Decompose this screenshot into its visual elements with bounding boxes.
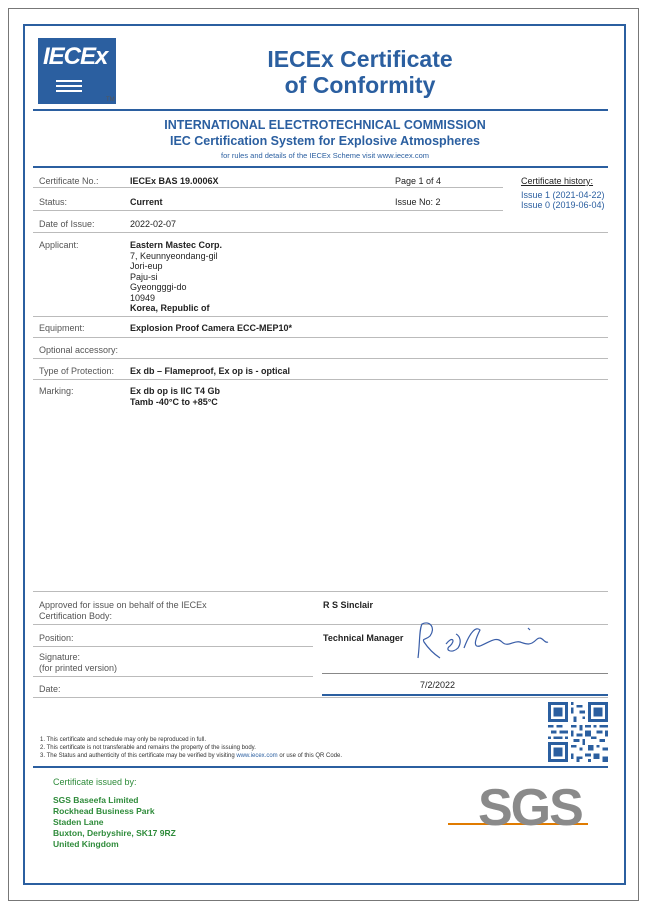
row-divider (33, 676, 313, 677)
date-of-issue-label: Date of Issue: (39, 219, 95, 229)
status-label: Status: (39, 197, 68, 207)
equipment-value: Explosion Proof Camera ECC-MEP10* (130, 323, 293, 333)
row-divider (33, 591, 608, 592)
commission-divider (33, 166, 608, 168)
marking-label: Marking: (39, 386, 74, 396)
applicant-label: Applicant: (39, 240, 79, 250)
position-label: Position: (39, 633, 74, 643)
date-label: Date: (39, 684, 61, 694)
approved-label-line-1: Approved for issue on behalf of the IECEx (39, 600, 207, 610)
commission-line-3: for rules and details of the IECEx Scheme visit www.iecex.com (220, 151, 429, 160)
signature-image (410, 618, 560, 662)
applicant-address-line: Paju-si (130, 271, 158, 282)
note-3 (40, 752, 342, 760)
position-value: Technical Manager (323, 633, 404, 643)
issue-number: Issue No: 2 (395, 197, 441, 207)
issuer-line: Rockhead Business Park (53, 806, 155, 816)
trademark-mark: TM (106, 97, 115, 103)
status-value: Current (130, 197, 163, 207)
certificate-history-label: Certificate history: (521, 176, 594, 186)
row-divider (33, 316, 608, 317)
certificate-title (250, 46, 470, 98)
row-divider (33, 337, 608, 338)
applicant-address-line: Jori-eup (130, 261, 163, 271)
marking-line-1: Ex db op is IIC T4 Gb (130, 386, 221, 396)
issuer-line: SGS Baseefa Limited (53, 795, 139, 805)
issuer-address (53, 795, 176, 850)
row-divider (33, 697, 608, 698)
type-of-protection-value: Ex db – Flameproof, Ex op is - optical (130, 366, 291, 376)
equipment-label: Equipment: (39, 323, 85, 333)
applicant-country: Korea, Republic of (130, 303, 210, 313)
sgs-logo (448, 779, 588, 844)
sgs-logo-text: SGS (478, 779, 582, 837)
signature-underline (322, 673, 608, 674)
note-3-text: 3. The Status and authenticity of this certificate may be verified by visiting (40, 753, 237, 759)
approval-date: 7/2/2022 (420, 680, 456, 690)
row-divider (33, 646, 313, 647)
applicant-address-line: 7, Keunnyeondang-gil (130, 250, 218, 261)
issuer-line: United Kingdom (53, 839, 119, 849)
iecex-logo (38, 38, 116, 104)
certificate-notes (40, 736, 342, 760)
issued-by-label: Certificate issued by: (53, 777, 137, 787)
approved-label (39, 600, 207, 621)
marking-line-2: Tamb -40°C to +85°C (130, 396, 218, 407)
header-divider (33, 109, 608, 111)
optional-accessory-label: Optional accessory: (39, 345, 119, 355)
applicant-name: Eastern Mastec Corp. (130, 240, 223, 250)
issuer-line: Staden Lane (53, 817, 104, 827)
approved-label-line-2: Certification Body: (39, 610, 113, 621)
note-3-text-end: or use of this QR Code. (277, 753, 343, 759)
date-of-issue: 2022-02-07 (130, 219, 177, 229)
page-number: Page 1 of 4 (395, 176, 442, 186)
row-divider (33, 210, 503, 211)
approver-name: R S Sinclair (323, 600, 374, 610)
commission-line-2: IEC Certification System for Explosive Atmospheres (169, 134, 481, 148)
title-line-2: of Conformity (284, 72, 436, 98)
signature-label-line-1: Signature: (39, 652, 81, 662)
row-divider (33, 358, 608, 359)
title-line-1: IECEx Certificate (267, 46, 453, 72)
commission-line-1: INTERNATIONAL ELECTROTECHNICAL COMMISSION (164, 118, 486, 132)
applicant-address-line: Gyeongggi-do (130, 282, 187, 292)
note-1: 1. This certificate and schedule may only be reproduced in full. (40, 737, 206, 743)
applicant-address-line: 10949 (130, 292, 156, 303)
row-divider (33, 379, 608, 380)
signature-label (39, 652, 117, 673)
iecex-website-link[interactable]: www.iecex.com (236, 753, 278, 759)
certificate-no: IECEx BAS 19.0006X (130, 176, 219, 186)
marking-value (130, 386, 220, 407)
date-underline (322, 694, 608, 696)
history-issue-0-link[interactable]: Issue 0 (2019-06-04) (521, 200, 605, 210)
certificate-no-label: Certificate No.: (39, 176, 99, 186)
type-of-protection-label: Type of Protection: (39, 366, 115, 376)
iecex-logo-text: IECEx (43, 43, 108, 70)
qr-code[interactable] (548, 702, 608, 762)
row-divider (33, 232, 608, 233)
logo-bars-icon (56, 80, 82, 95)
row-divider (33, 187, 503, 188)
applicant-block (130, 240, 222, 314)
note-2: 2. This certificate is not transferable and remains the property of the issuing body. (40, 745, 256, 751)
signature-label-line-2: (for printed version) (39, 662, 118, 673)
footer-divider (33, 766, 608, 768)
history-issue-1-link[interactable]: Issue 1 (2021-04-22) (521, 190, 605, 200)
issuer-line: Buxton, Derbyshire, SK17 9RZ (53, 828, 176, 838)
